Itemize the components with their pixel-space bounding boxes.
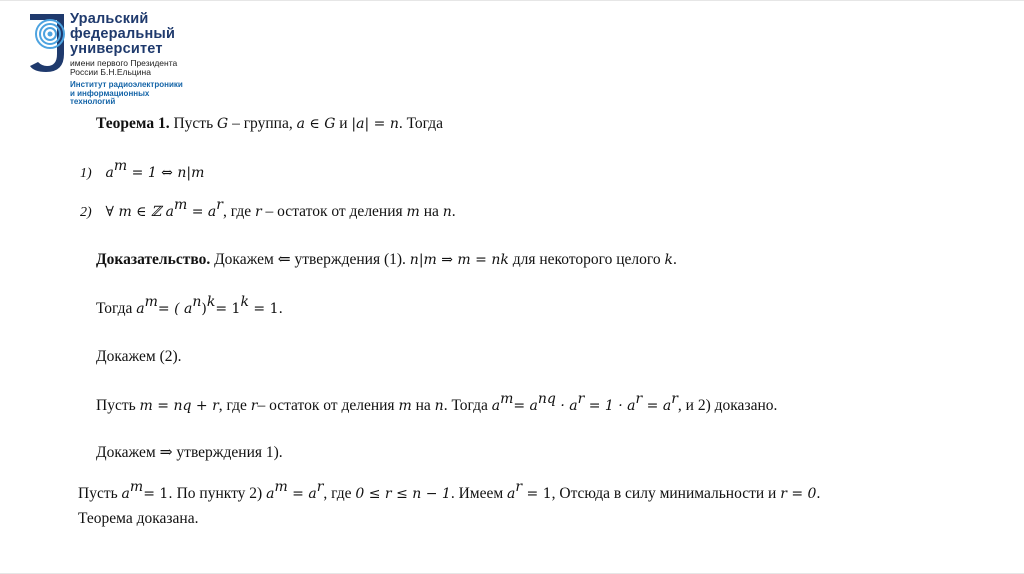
text: Тогда (96, 300, 137, 317)
math: a ∈ G (296, 116, 336, 132)
math-sup: r (671, 391, 678, 407)
math: r = 0 (780, 486, 817, 502)
text: , где (323, 485, 356, 502)
text: , Отсюда в силу минимальности и (551, 485, 781, 502)
math: n (442, 204, 452, 220)
text: . (672, 251, 677, 268)
text: . Тогда (443, 397, 492, 414)
math: = 1 ⇔ n|m (127, 165, 205, 181)
math-sup: r (515, 479, 523, 495)
text: для некоторого целого (508, 251, 665, 268)
math: m (398, 398, 412, 414)
math: = 1 (215, 301, 241, 317)
math-sup: nq (537, 391, 556, 407)
math: = 1 (522, 486, 552, 502)
theorem-statement (96, 114, 443, 134)
math: k (664, 252, 673, 268)
proof-label: Доказательство. (96, 251, 211, 268)
math-sup: m (129, 479, 144, 495)
math: = ( a (157, 301, 193, 317)
math: a (266, 486, 275, 502)
math: m (406, 204, 420, 220)
math-sup: k (206, 294, 216, 310)
math: m = nq + r (139, 398, 219, 414)
text: Пусть (96, 397, 140, 414)
math: r (254, 204, 262, 220)
text: , где (222, 203, 255, 220)
math: = a (187, 204, 217, 220)
math-sup: m (174, 197, 188, 213)
item-number: 2) (80, 205, 92, 220)
math: a (121, 486, 130, 502)
math: = a (642, 398, 672, 414)
math: = 1. (248, 301, 283, 317)
text: на (419, 203, 443, 220)
math-sup: m (274, 479, 288, 495)
text: , где (218, 397, 251, 414)
proof-line (96, 250, 677, 270)
math: a (491, 398, 501, 414)
text: – остаток от деления (261, 203, 407, 220)
text: – группа, (228, 115, 297, 132)
math-sup: m (113, 158, 128, 174)
math: = a (287, 486, 317, 502)
math-sup: r (635, 391, 643, 407)
university-subtitle: имени первого Президента России Б.Н.Ельцина (70, 58, 178, 77)
logo-text (70, 12, 183, 107)
math-sup: r (216, 197, 223, 213)
let-line (96, 391, 778, 416)
math: |a| = n (351, 116, 399, 132)
university-name: Уральский федеральный университет (70, 11, 176, 57)
math: ∀ m ∈ ℤ a (105, 204, 175, 220)
text: . (816, 485, 821, 502)
then-line (96, 294, 283, 319)
math: a (105, 165, 114, 181)
qed-line: Теорема доказана. (78, 510, 199, 527)
text: . (451, 203, 456, 220)
prove-2-line: Докажем (2). (96, 348, 182, 365)
math-sup: m (144, 294, 158, 310)
text: . Имеем (450, 485, 508, 502)
item-2 (80, 197, 456, 223)
institute-name: Институт радиоэлектроники и информационных технологий (70, 80, 183, 106)
math-sup: m (500, 391, 514, 407)
math: r (250, 398, 258, 414)
math-sup: r (577, 391, 585, 407)
math: n|m ⇒ m = nk (409, 252, 509, 268)
item-1 (80, 158, 205, 184)
text: , и 2) доказано. (677, 397, 778, 414)
math: = 1 · a (584, 398, 636, 414)
text: – остаток от деления (257, 397, 399, 414)
math: ) (201, 301, 207, 317)
university-logo (28, 10, 228, 110)
math: = a (513, 398, 538, 414)
text: Пусть (169, 115, 218, 132)
text: на (411, 397, 435, 414)
math: n (434, 398, 444, 414)
text: Пусть (78, 485, 122, 502)
top-border (0, 0, 1024, 1)
urfu-logo-icon (28, 10, 70, 76)
final-line (78, 479, 821, 504)
math: G (217, 116, 229, 132)
math: 0 ≤ r ≤ n − 1 (355, 486, 451, 502)
text: . Тогда (398, 115, 444, 132)
text: По пункту 2) (172, 485, 267, 502)
item-number: 1) (80, 166, 92, 181)
text: Докажем ⇐ утверждения (1). (210, 251, 410, 268)
math-sup: n (192, 294, 202, 310)
math: a (136, 301, 145, 317)
text: и (335, 115, 352, 132)
math-sup: k (240, 294, 249, 310)
math: · a (555, 398, 578, 414)
math: a (507, 486, 516, 502)
math: = 1. (143, 486, 173, 502)
theorem-label: Теорема 1. (96, 115, 170, 132)
prove-implication-line: Докажем ⇒ утверждения 1). (96, 444, 283, 461)
math-sup: r (316, 479, 324, 495)
